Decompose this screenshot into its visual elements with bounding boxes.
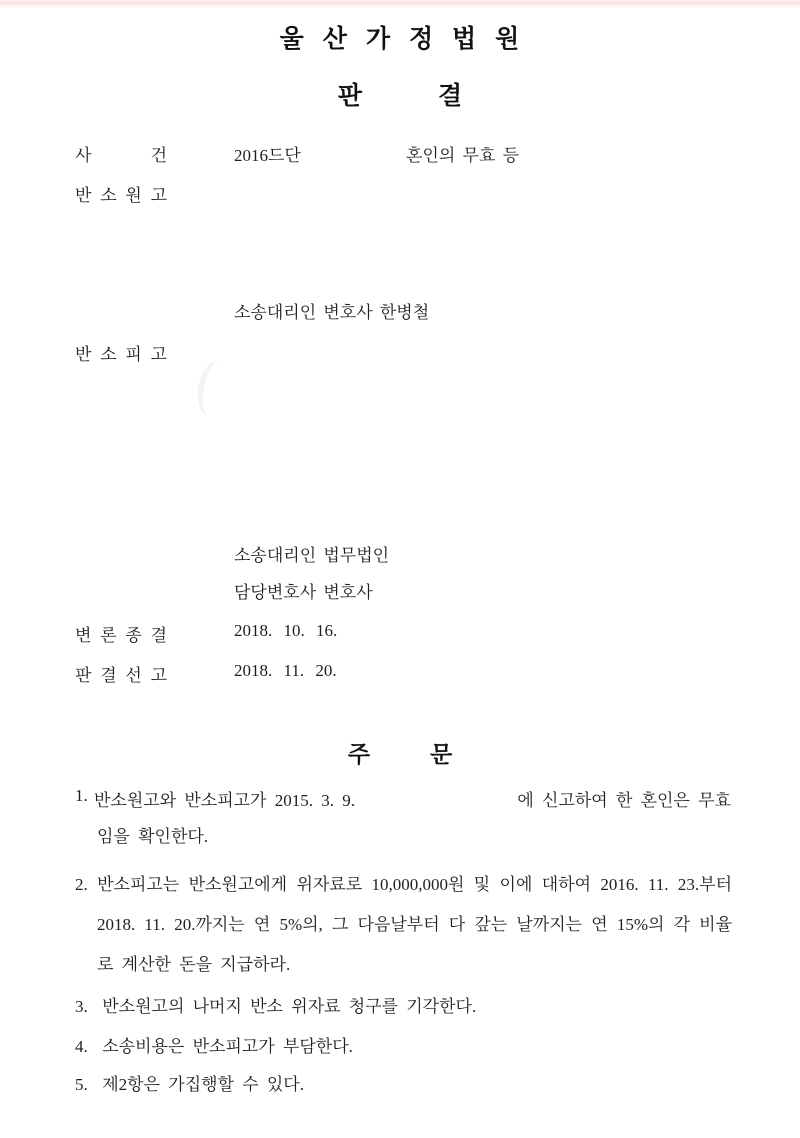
order-item-1-number: 1. [75,786,88,805]
order-item-5 [75,1070,304,1095]
court-name: 울 산 가 정 법 원 [279,25,521,53]
redacted-area [355,786,517,811]
counter-defendant-attorney-in-charge: 담당변호사 변호사 [234,583,373,602]
case-name: 혼인의 무효 등 [406,146,520,165]
order-item-1-text-after-gap: 에 신고하여 한 혼인은 무효 [517,791,731,810]
scan-edge-artifact [0,0,800,9]
judgment-date-label: 판 결 선 고 [75,666,167,685]
case-number: 2016드단 [234,146,301,165]
order-item-3-text: 반소원고의 나머지 반소 위자료 청구를 기각한다. [102,997,477,1016]
order-item-1-line-1 [75,786,731,811]
order-item-3-number: 3. [75,997,88,1016]
counter-defendant-law-firm: 소송대리인 법무법인 [234,546,390,565]
order-item-5-number: 5. [75,1075,88,1094]
document-title-char-first: 판 [337,82,362,110]
order-item-5-text: 제2항은 가집행할 수 있다. [102,1075,304,1094]
scan-smudge-artifact [193,357,237,420]
hearing-closed-date: 2018. 10. 16. [234,621,338,640]
order-item-2-line-2: 2018. 11. 20.까지는 연 5%의, 그 다음날부터 다 갚는 날까지는 연 15%의 각 비율 [97,915,732,934]
counter-defendant-label: 반 소 피 고 [75,345,167,364]
order-item-2-line-3: 로 계산한 돈을 지급하라. [97,955,291,974]
order-item-2-text: 반소피고는 반소원고에게 위자료로 10,000,000원 및 이에 대하여 2016. 11. 23.부터 [97,875,733,894]
order-section-title [0,736,800,769]
case-label: 사 건 [75,146,167,165]
order-title-char-first: 주 [347,741,370,767]
hearing-closed-label: 변 론 종 결 [75,626,167,645]
order-item-2-line-1 [75,870,732,895]
order-item-4-text: 소송비용은 반소피고가 부담한다. [102,1037,353,1056]
order-item-4-number: 4. [75,1037,88,1056]
order-title-char-second: 문 [430,741,453,767]
document-title [0,76,800,112]
order-item-4 [75,1032,353,1057]
counter-plaintiff-label: 반 소 원 고 [75,186,167,205]
judgment-date-value: 2018. 11. 20. [234,661,337,680]
order-item-2-number: 2. [75,875,88,894]
order-item-1-text-before-gap: 반소원고와 반소피고가 2015. 3. 9. [94,791,355,810]
order-item-3 [75,992,476,1017]
document-title-char-second: 결 [438,82,463,110]
order-item-1-line-2: 임을 확인한다. [97,827,209,846]
counter-plaintiff-attorney: 소송대리인 변호사 한병철 [234,303,430,322]
